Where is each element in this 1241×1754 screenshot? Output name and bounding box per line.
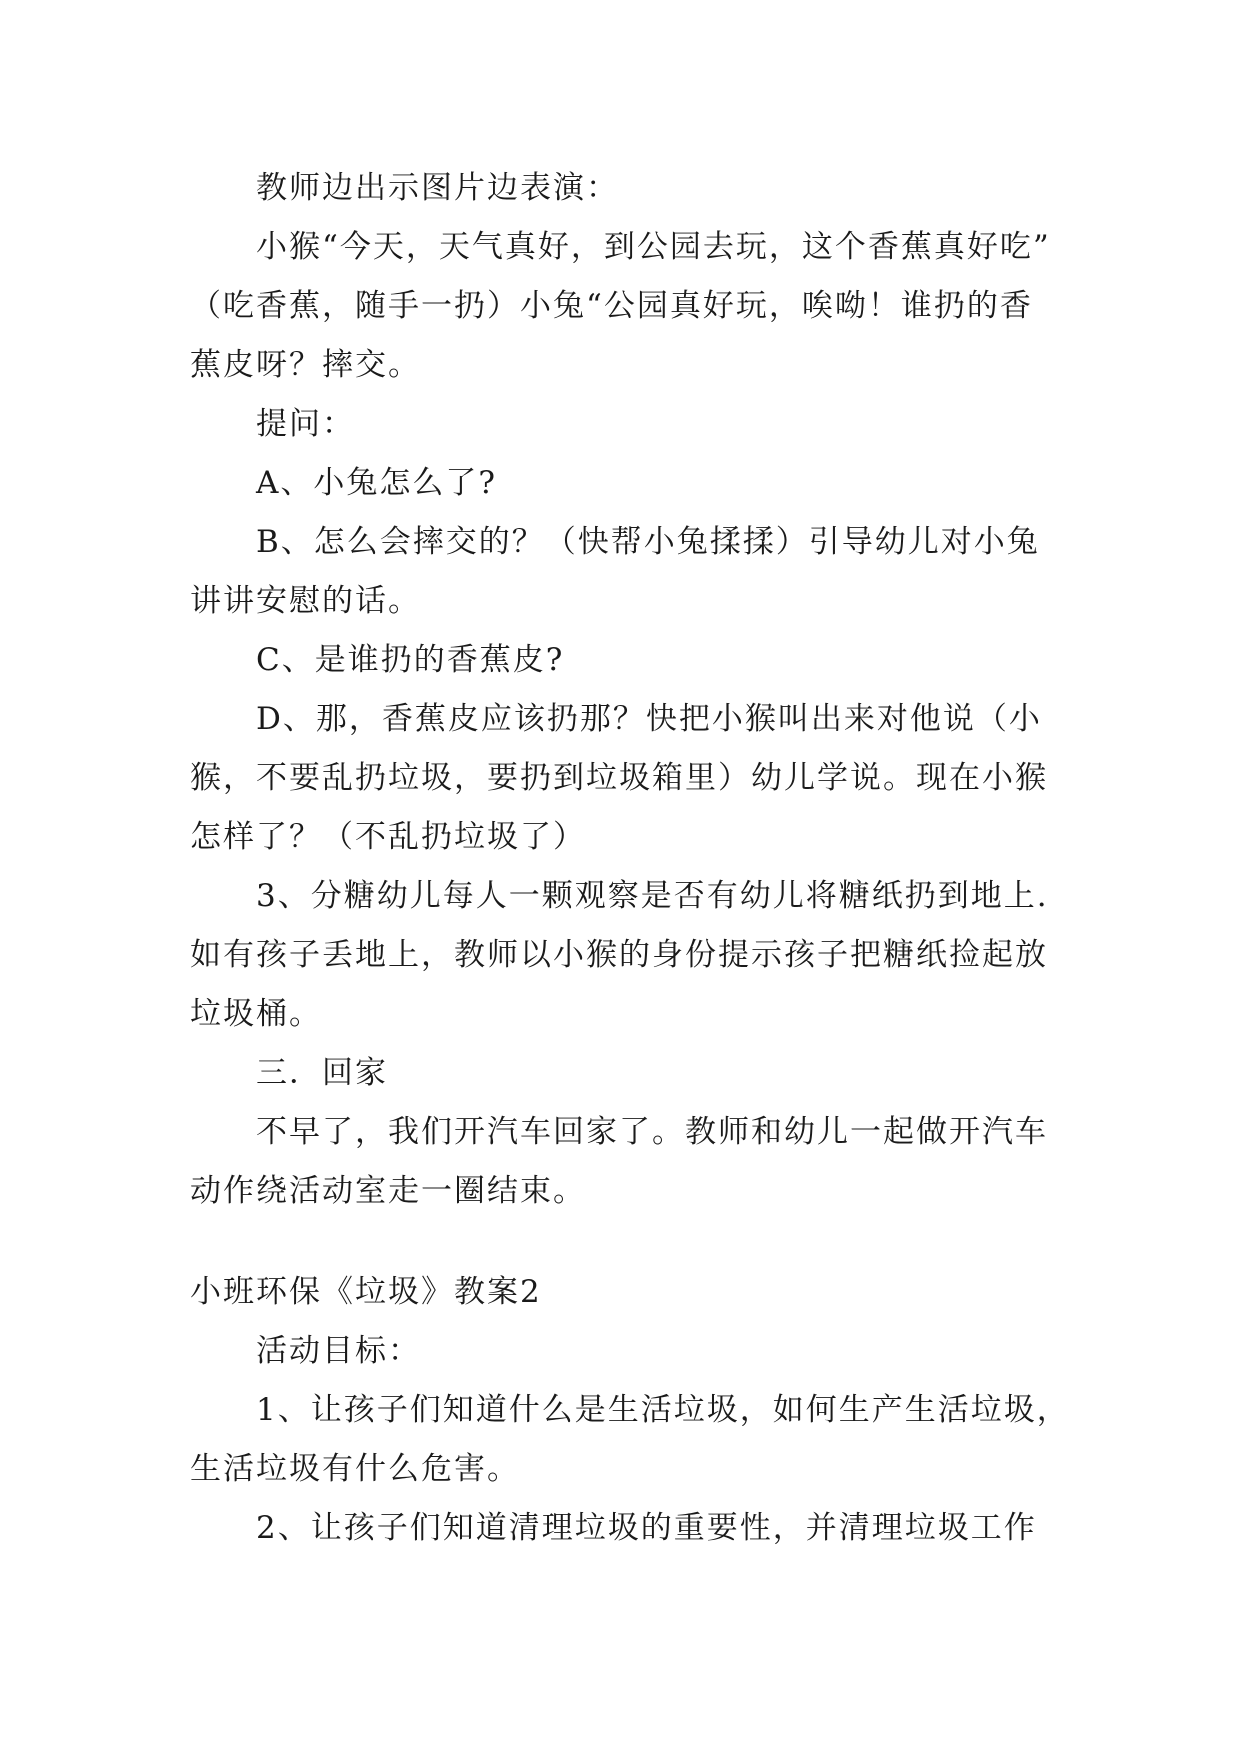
text-line: 怎样了？（不乱扔垃圾了） [190,819,586,855]
text-line: 教师边出示图片边表演： [256,170,619,206]
text-line: C、是谁扔的香蕉皮? [256,642,565,678]
text-line: 3、分糖幼儿每人一颗观察是否有幼儿将糖纸扔到地上. [256,878,1049,914]
text-line: 生活垃圾有什么危害。 [190,1451,520,1487]
text-line: A、小兔怎么了? [256,465,498,501]
text-line: 猴，不要乱扔垃圾，要扔到垃圾箱里）幼儿学说。现在小猴 [190,760,1048,796]
text-line: 如有孩子丢地上，教师以小猴的身份提示孩子把糖纸捡起放 [190,937,1048,973]
text-line: 活动目标： [256,1333,421,1369]
text-line: 垃圾桶。 [190,996,322,1032]
text-line: 蕉皮呀？摔交。 [190,347,421,383]
text-line: B、怎么会摔交的？（快帮小兔揉揉）引导幼儿对小兔 [256,524,1040,560]
text-line: 讲讲安慰的话。 [190,583,421,619]
text-line: D、那，香蕉皮应该扔那？快把小猴叫出来对他说（小 [256,701,1042,737]
text-line: （吃香蕉，随手一扔）小兔“公园真好玩，唉呦！谁扔的香 [190,288,1033,324]
section-heading: 三．回家 [256,1055,388,1091]
text-line: 小猴“今天，天气真好，到公园去玩，这个香蕉真好吃” [256,229,1051,265]
text-line: 不早了，我们开汽车回家了。教师和幼儿一起做开汽车 [256,1114,1048,1150]
text-line: 动作绕活动室走一圈结束。 [190,1173,586,1209]
text-line: 提问： [256,406,355,442]
text-line: 1、让孩子们知道什么是生活垃圾，如何生产生活垃圾， [256,1392,1070,1428]
text-line: 2、让孩子们知道清理垃圾的重要性，并清理垃圾工作 [256,1510,1037,1546]
document-title: 小班环保《垃圾》教案2 [190,1274,542,1310]
